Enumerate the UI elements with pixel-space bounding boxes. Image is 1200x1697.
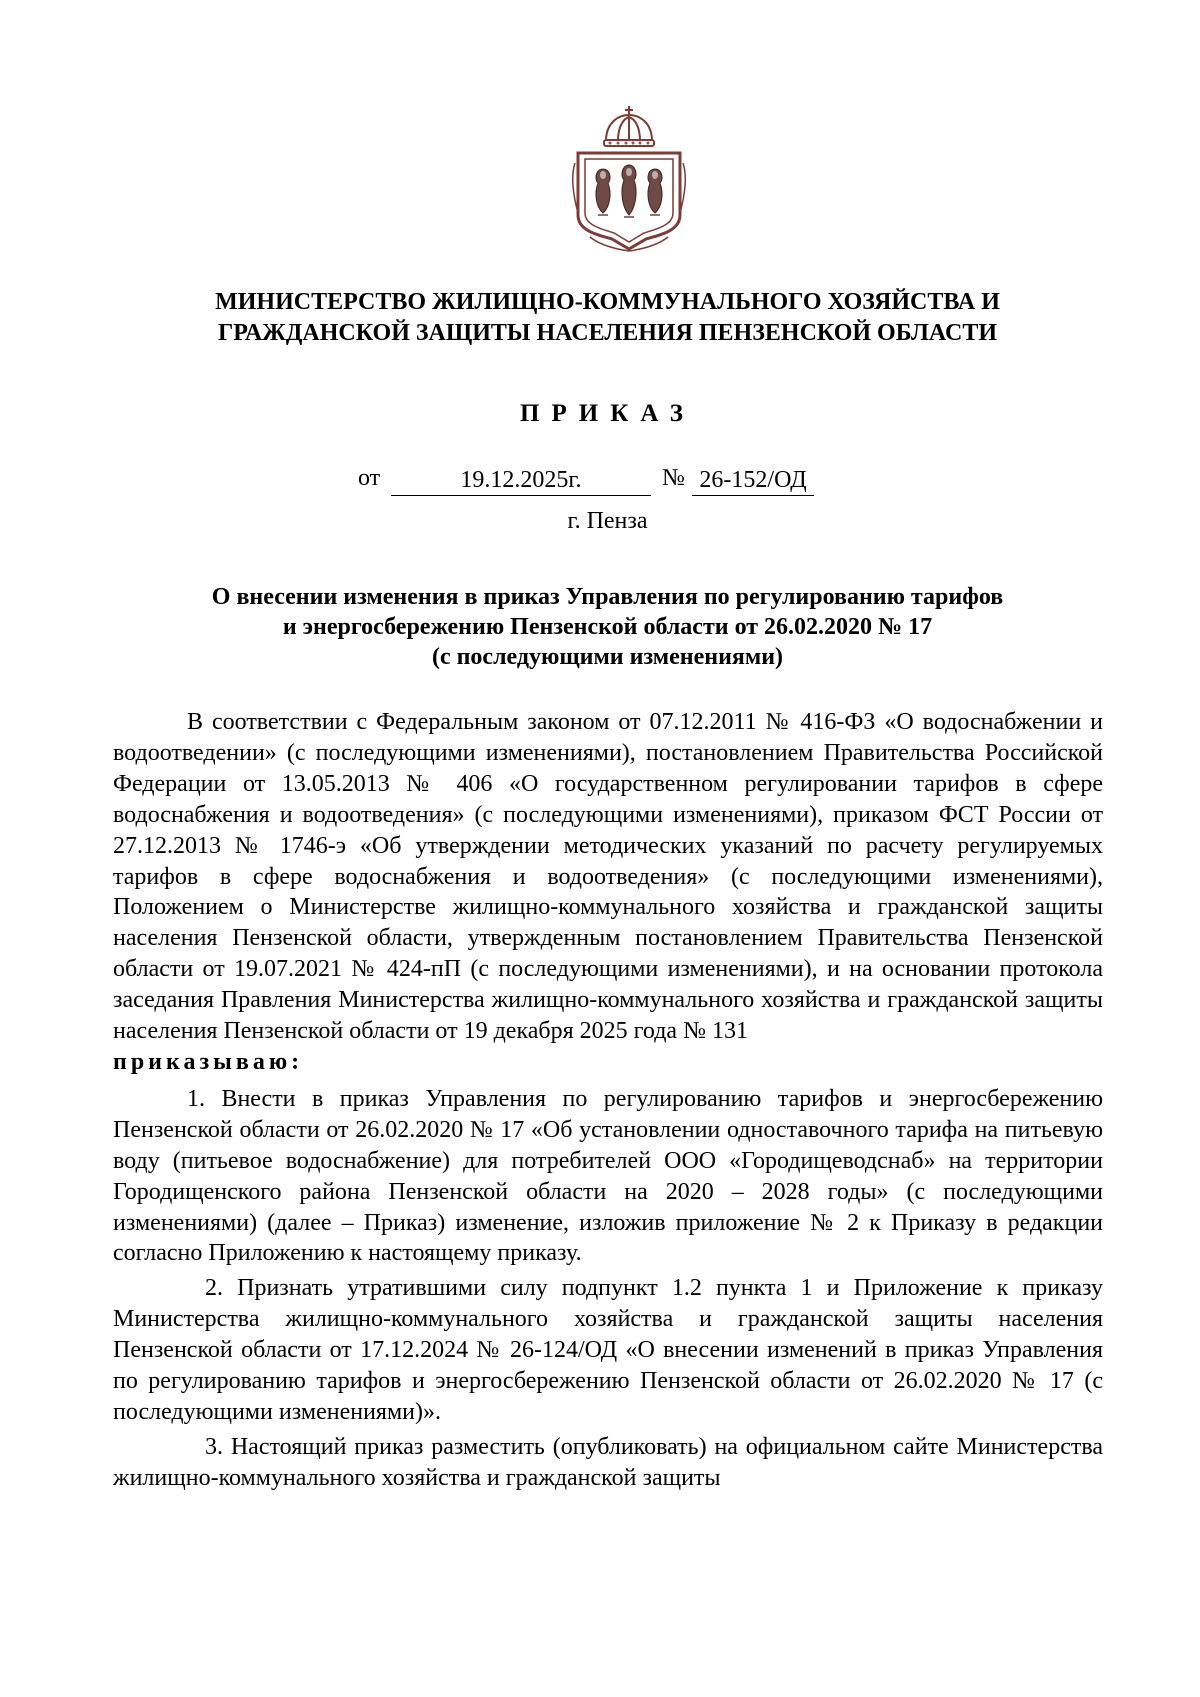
item-1-paragraph: 1. Внести в приказ Управления по регулированию тарифов и энергосбережению Пензенской области от 26.02.2020 № 17 «Об установлении одноставочного тарифа на питьевую воду (питьевое водоснабжение) для потребителей ООО «Городищеводснаб» на территории Городищенского района Пензенской области на 2020 – 2028 годы» (с последующими изменениями) (далее – Приказ) изменение, изложив приложение № 2 к Приказу в редакции согласно Приложению к настоящему приказу.: [113, 1085, 1103, 1267]
order-word-paragraph: [113, 1047, 1103, 1078]
subject-line3: (с последующими изменениями): [431, 644, 784, 670]
subject-line2: и энергосбережению Пензенской области от 26.02.2020 № 17: [282, 614, 933, 640]
order-word: приказываю:: [113, 1048, 304, 1075]
document-subject: [110, 582, 1105, 672]
document-city: г. Пенза: [567, 508, 648, 534]
item-2-paragraph: 2. Признать утратившими силу подпункт 1.2 пункта 1 и Приложение к приказу Министерства жилищно-коммунального хозяйства и гражданской защиты населения Пензенской области от 17.12.2024 № 26-124/ОД «О внесении изменений в приказ Управления по регулированию тарифов и энергосбережению Пензенской области от 26.02.2020 № 17 (с последующими изменениями)».: [113, 1275, 1103, 1425]
document-type-title: ПРИКАЗ: [520, 400, 695, 427]
item-3-paragraph: 3. Настоящий приказ разместить (опубликовать) на официальном сайте Министерства жилищно-коммунального хозяйства и гражданской защиты: [113, 1433, 1103, 1491]
subject-line1: О внесении изменения в приказ Управления по регулированию тарифов: [211, 584, 1004, 610]
ministry-name-line1: МИНИСТЕРСТВО ЖИЛИЩНО-КОММУНАЛЬНОГО ХОЗЯЙСТВА И: [215, 289, 1000, 315]
intro-paragraph: В соответствии с Федеральным законом от 07.12.2011 № 416-ФЗ «О водоснабжении и водоотведении» (с последующими изменениями), постановлением Правительства Российской Федерации от 13.05.2013 № 406 «О государственном регулировании тарифов в сфере водоснабжения и водоотведения» (с последующими изменениями), приказом ФСТ России от 27.12.2013 № 1746-э «Об утверждении методических указаний по расчету регулируемых тарифов в сфере водоснабжения и водоотведения» (с последующими изменениями), Положением о Министерстве жилищно-коммунального хозяйства и гражданской защиты населения Пензенской области, утвержденным постановлением Правительства Пензенской области от 19.07.2021 № 424-пП (с последующими изменениями), и на основании протокола заседания Правления Министерства жилищно-коммунального хозяйства и гражданской защиты населения Пензенской области от 19 декабря 2025 года № 131: [113, 709, 1103, 1045]
document-number: 26-152/ОД: [692, 465, 814, 496]
coat-of-arms-icon: [570, 103, 688, 253]
number-sign-label: №: [662, 465, 685, 491]
date-number-line: [0, 465, 1200, 499]
document-date: 19.12.2025г.: [391, 465, 651, 496]
ministry-name-line2: ГРАЖДАНСКОЙ ЗАЩИТЫ НАСЕЛЕНИЯ ПЕНЗЕНСКОЙ ОБЛАСТИ: [217, 320, 997, 346]
ministry-name: [110, 287, 1105, 349]
date-from-label: от: [358, 465, 381, 491]
document-body: [113, 707, 1103, 1494]
